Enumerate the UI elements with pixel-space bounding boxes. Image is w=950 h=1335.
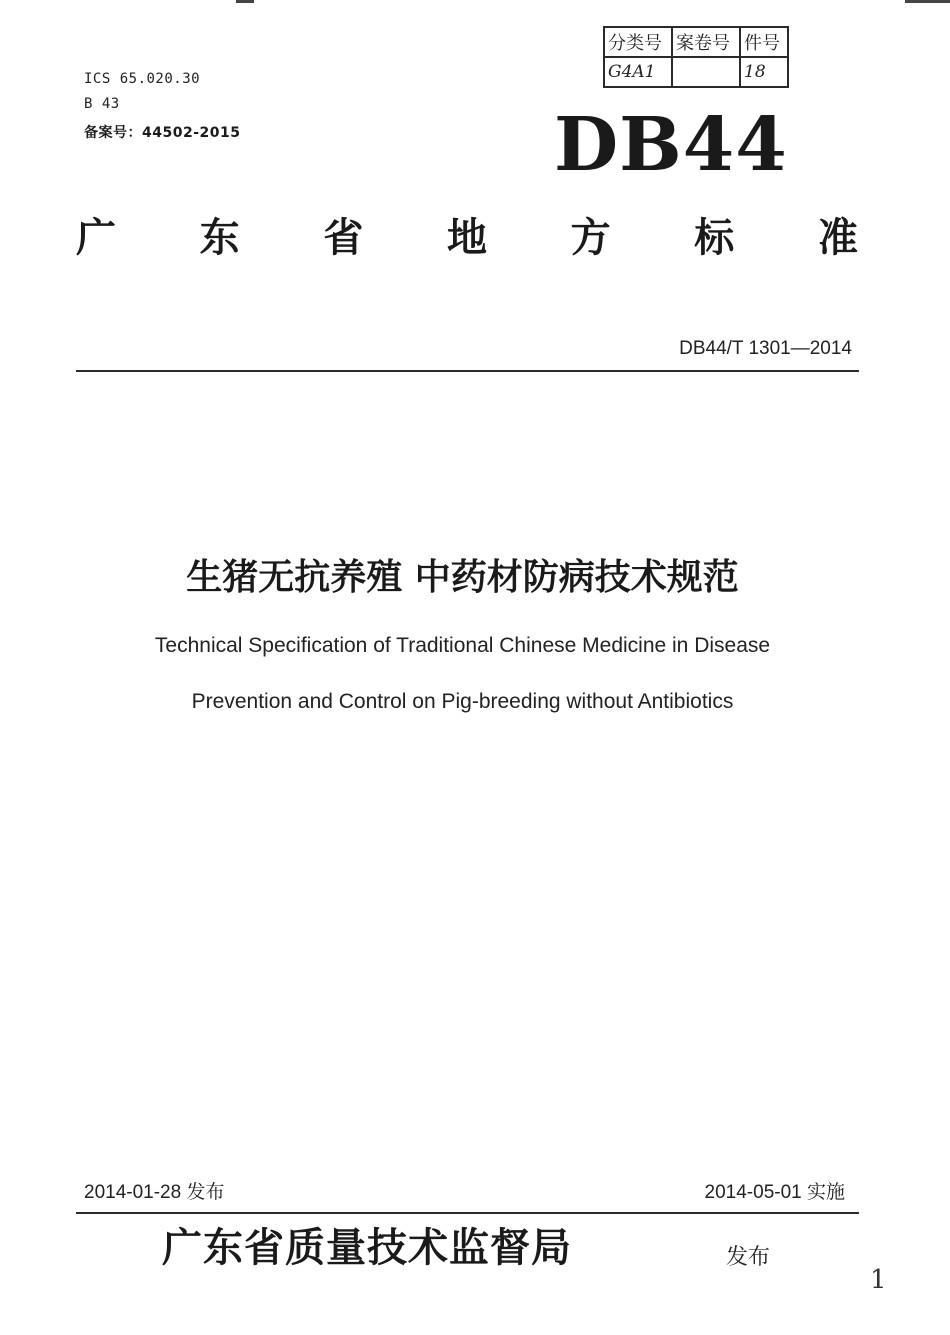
standard-type-char: 方 bbox=[570, 215, 611, 261]
standard-type-char: 东 bbox=[199, 215, 240, 261]
record-label: 备案号： bbox=[84, 125, 142, 141]
record-number: 44502-2015 bbox=[142, 125, 241, 141]
standard-type-char: 广 bbox=[76, 215, 116, 261]
title-english-line2: Prevention and Control on Pig-breeding without Antibiotics bbox=[191, 690, 734, 713]
archive-header-file: 案卷号 bbox=[672, 27, 740, 57]
standard-type-char: 标 bbox=[694, 215, 735, 261]
standard-type-char: 地 bbox=[446, 215, 487, 261]
implement-date: 2014-05-01 实施 bbox=[704, 1182, 845, 1203]
publisher-suffix: 发布 bbox=[726, 1245, 771, 1270]
archive-value-item: 18 bbox=[740, 57, 788, 87]
title-english-line1: Technical Specification of Traditional Chinese Medicine in Disease bbox=[154, 634, 771, 657]
standard-type-char: 准 bbox=[817, 215, 858, 261]
archive-value-file bbox=[672, 57, 740, 87]
publisher-name: 广东省质量技术监督局 bbox=[162, 1224, 572, 1271]
archive-value-category: G4A1 bbox=[604, 57, 672, 87]
db44-logo: DB44 bbox=[554, 102, 788, 188]
ics-code: ICS 65.020.30 bbox=[84, 71, 201, 87]
footer-divider bbox=[76, 1212, 859, 1214]
standard-number: DB44/T 1301—2014 bbox=[679, 338, 852, 359]
standard-type-char: 省 bbox=[323, 215, 364, 261]
standard-type-header bbox=[76, 215, 858, 261]
archive-stamp-table bbox=[603, 26, 789, 88]
issue-date: 2014-01-28 发布 bbox=[84, 1182, 225, 1203]
title-chinese: 生猪无抗养殖 中药材防病技术规范 bbox=[186, 557, 739, 598]
archive-header-category: 分类号 bbox=[604, 27, 672, 57]
page-number: 1 bbox=[870, 1265, 887, 1295]
scan-mark-top-right bbox=[905, 0, 950, 3]
ccs-code: B 43 bbox=[84, 96, 120, 112]
archive-header-item: 件号 bbox=[740, 27, 788, 57]
record-number-line bbox=[84, 122, 240, 142]
scan-mark-top bbox=[236, 0, 254, 3]
header-divider bbox=[76, 370, 859, 372]
